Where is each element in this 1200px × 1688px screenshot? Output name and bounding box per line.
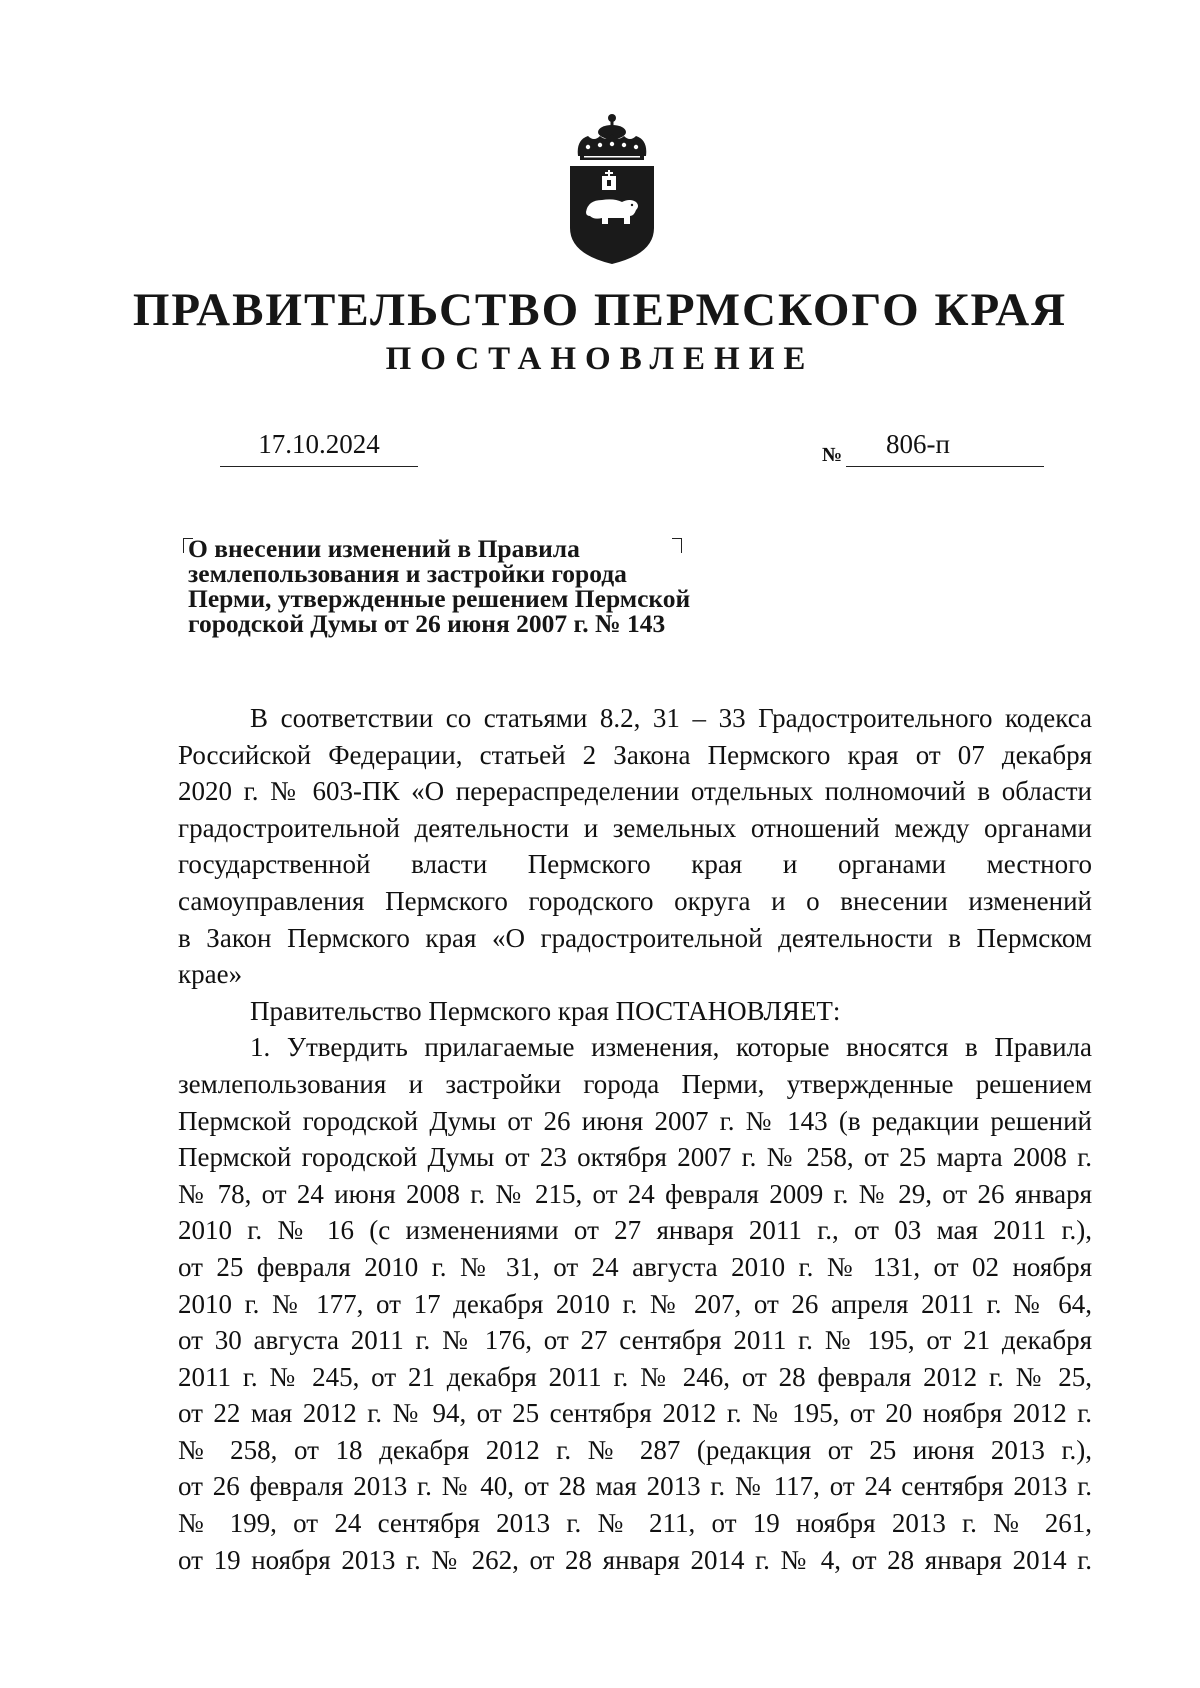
- body-line: от 26 февраля 2013 г. № 40, от 28 мая 2013 г. № 117, от 24 сентября 2013 г.: [178, 1471, 1092, 1502]
- body-line: Российской Федерации, статьей 2 Закона Пермского края от 07 декабря: [178, 739, 1092, 770]
- body-line: 2011 г. № 245, от 21 декабря 2011 г. № 246, от 28 февраля 2012 г. № 25,: [178, 1361, 1092, 1392]
- subject-line: городской Думы от 26 июня 2007 г. № 143: [188, 609, 666, 638]
- body-line: В соответствии со статьями 8.2, 31 – 33 Градостроительного кодекса: [250, 703, 1092, 733]
- body-line: землепользования и застройки города Перми, утвержденные решением: [178, 1068, 1092, 1099]
- number-sign-label: №: [822, 444, 843, 466]
- coat-of-arms-emblem: [564, 112, 660, 266]
- item-1-paragraph: [178, 1029, 1092, 1578]
- subject-line: Перми, утвержденные решением Пермской: [188, 584, 691, 613]
- body-line: в Закон Пермского края «О градостроительной деятельности в Пермском: [178, 922, 1092, 953]
- document-number: 806-п: [886, 429, 950, 459]
- document-date: 17.10.2024: [258, 429, 380, 459]
- document-subject: [188, 536, 768, 636]
- subject-line: землепользования и застройки города: [188, 559, 627, 588]
- body-line: градостроительной деятельности и земельных отношений между органами: [178, 812, 1092, 843]
- body-line: 1. Утвердить прилагаемые изменения, которые вносятся в Правила: [250, 1032, 1092, 1063]
- subject-line: О внесении изменений в Правила: [188, 534, 580, 563]
- body-line: крае»: [178, 959, 243, 990]
- body-line: от 19 ноября 2013 г. № 262, от 28 января 2014 г. № 4, от 28 января 2014 г.: [178, 1544, 1092, 1575]
- body-line: государственной власти Пермского края и органами местного: [178, 849, 1092, 880]
- preamble-paragraph: [178, 700, 1092, 993]
- body-line: № 78, от 24 июня 2008 г. № 215, от 24 февраля 2009 г. № 29, от 26 января: [178, 1178, 1092, 1209]
- organization-title: ПРАВИТЕЛЬСТВО ПЕРМСКОГО КРАЯ: [132, 284, 1068, 336]
- number-field: [846, 426, 1044, 467]
- body-line: № 199, от 24 сентября 2013 г. № 211, от 19 ноября 2013 г. № 261,: [178, 1508, 1092, 1539]
- body-line: 2010 г. № 177, от 17 декабря 2010 г. № 207, от 26 апреля 2011 г. № 64,: [178, 1288, 1092, 1319]
- document-body: [178, 700, 1092, 1578]
- body-line: 2020 г. № 603-ПК «О перераспределении отдельных полномочий в области: [178, 776, 1092, 807]
- date-field: [220, 426, 418, 467]
- body-line: Пермской городской Думы от 26 июня 2007 г. № 143 (в редакции решений: [178, 1105, 1092, 1136]
- crown-icon: [578, 114, 647, 160]
- body-line: от 30 августа 2011 г. № 176, от 27 сентября 2011 г. № 195, от 21 декабря: [178, 1325, 1092, 1356]
- body-line: 2010 г. № 16 (с изменениями от 27 января 2011 г., от 03 мая 2011 г.),: [178, 1215, 1092, 1246]
- body-line: от 25 февраля 2010 г. № 31, от 24 августа 2010 г. № 131, от 02 ноября: [178, 1251, 1092, 1282]
- body-line: самоуправления Пермского городского округа и о внесении изменений: [178, 885, 1092, 916]
- document-type-heading: ПОСТАНОВЛЕНИЕ: [385, 341, 815, 377]
- resolves-paragraph: [178, 993, 1092, 1030]
- body-line: от 22 мая 2012 г. № 94, от 25 сентября 2012 г. № 195, от 20 ноября 2012 г.: [178, 1398, 1092, 1429]
- body-line: № 258, от 18 декабря 2012 г. № 287 (редакция от 25 июня 2013 г.),: [178, 1434, 1092, 1465]
- resolves-line: Правительство Пермского края ПОСТАНОВЛЯЕТ:: [250, 995, 841, 1026]
- shield-icon: [570, 166, 654, 264]
- body-line: Пермской городской Думы от 23 октября 2007 г. № 258, от 25 марта 2008 г.: [178, 1142, 1092, 1173]
